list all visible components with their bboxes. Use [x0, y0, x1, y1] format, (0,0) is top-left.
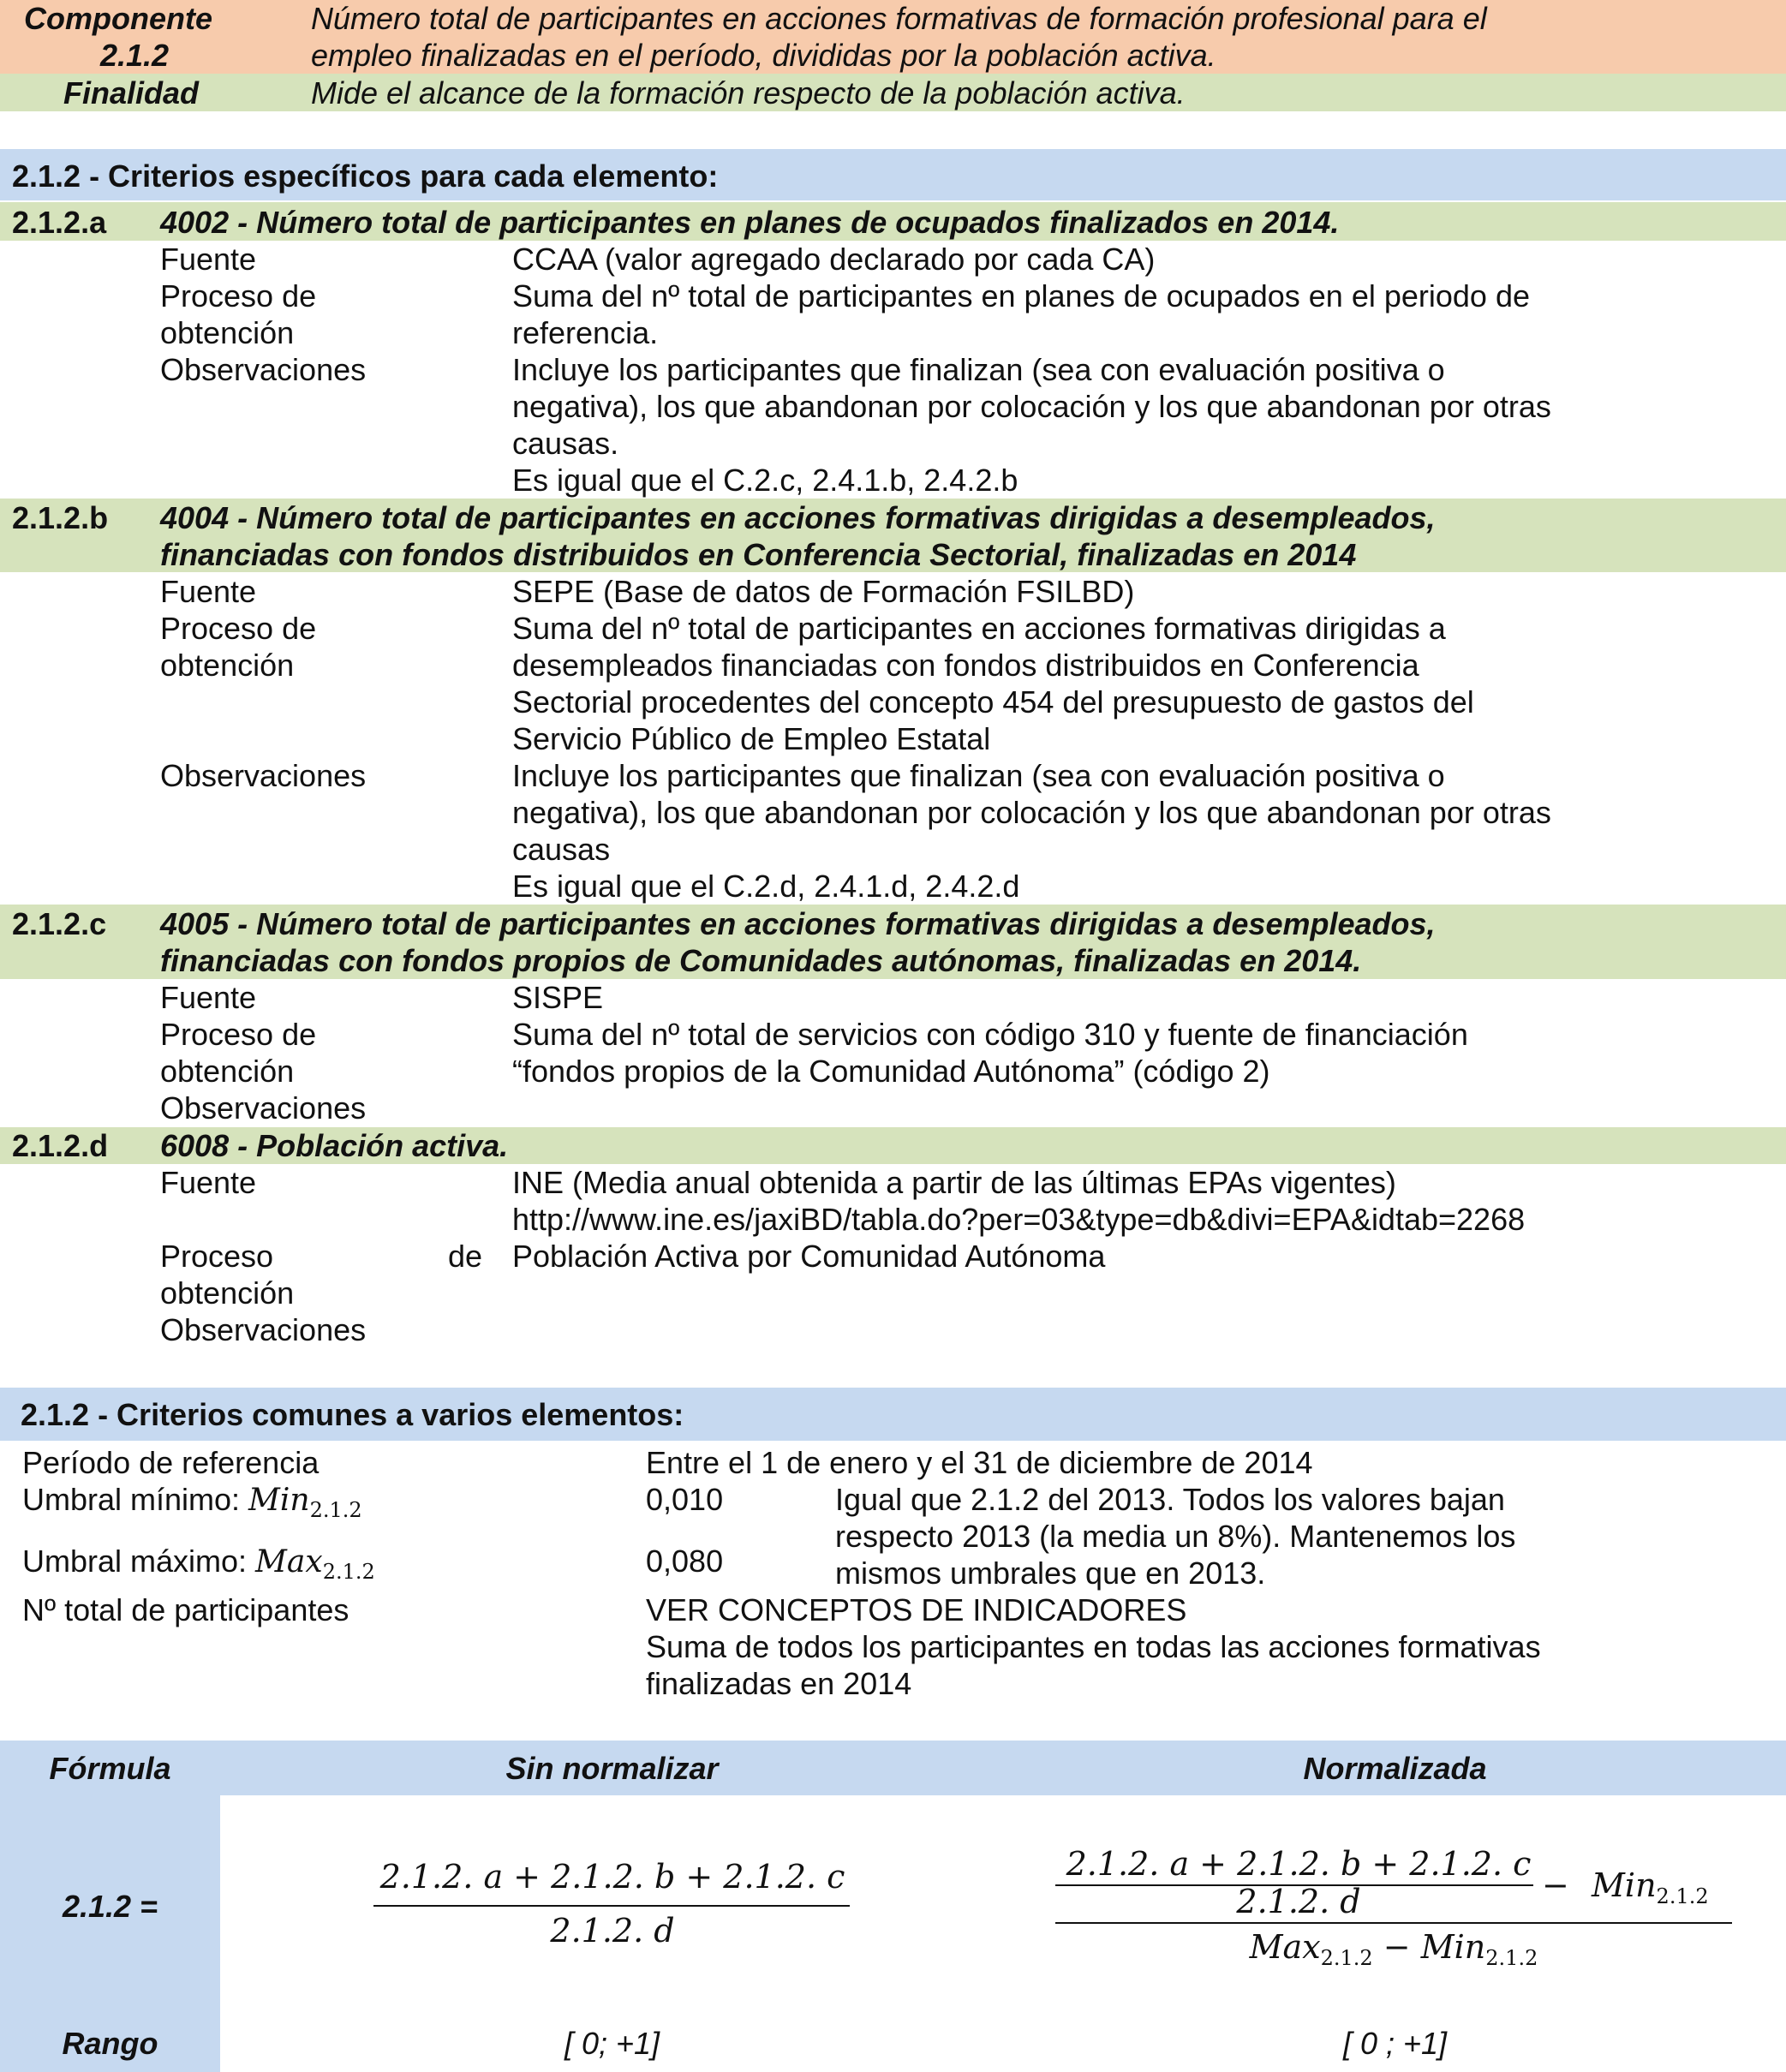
- norm-min-symbol: Min: [1592, 1866, 1657, 1904]
- element-a-code: 2.1.2.a: [12, 205, 107, 240]
- element-a-title: 4002 - Número total de participantes en planes de ocupados finalizados en 2014.: [160, 205, 1340, 240]
- norm-den-min: Min: [1420, 1928, 1486, 1966]
- element-a-proceso-label-1: Proceso de: [160, 278, 317, 313]
- element-b-obs-4: Es igual que el C.2.d, 2.4.1.d, 2.4.2.d: [512, 869, 1020, 904]
- element-b-obs-2: negativa), los que abandonan por colocación y los que abandonan por otras: [512, 795, 1551, 830]
- finalidad-label: Finalidad: [63, 75, 200, 110]
- element-b-obs-3: causas: [512, 832, 611, 867]
- element-b-title-2: financiadas con fondos distribuidos en Conferencia Sectorial, finalizadas en 2014: [160, 537, 1357, 572]
- componente-text-line2: empleo finalizadas en el período, divididas por la población activa.: [311, 38, 1216, 73]
- periodo-label: Período de referencia: [22, 1445, 320, 1480]
- componente-text-line1: Número total de participantes en acciones formativas de formación profesional para el: [311, 1, 1487, 36]
- common-title: 2.1.2 - Criterios comunes a varios elementos:: [21, 1397, 684, 1432]
- umbral-min-subscript: 2.1.2: [309, 1498, 362, 1522]
- componente-number: 2.1.2: [100, 38, 170, 73]
- sin-numerator: 2.1.2. a + 2.1.2. b + 2.1.2. c: [379, 1858, 845, 1896]
- element-c-title-1: 4005 - Número total de participantes en acciones formativas dirigidas a desempleados,: [160, 906, 1436, 941]
- element-b-obs-1: Incluye los participantes que finalizan (sea con evaluación positiva o: [512, 758, 1445, 793]
- element-d-proceso-label-de: de: [448, 1239, 483, 1274]
- col-formula-header: Fórmula: [49, 1751, 171, 1786]
- sin-denominator: 2.1.2. d: [550, 1912, 675, 1950]
- umbral-max-label-text: Umbral máximo:: [22, 1544, 256, 1579]
- formula-row-label: 2.1.2 =: [62, 1889, 158, 1924]
- rango-label: Rango: [62, 2026, 158, 2061]
- element-b-title-1: 4004 - Número total de participantes en acciones formativas dirigidas a desempleados,: [160, 500, 1436, 535]
- norm-inner-denominator: 2.1.2. d: [1236, 1883, 1361, 1920]
- element-b-proceso-3: Sectorial procedentes del concepto 454 del presupuesto de gastos del: [512, 684, 1474, 720]
- element-d-title: 6008 - Población activa.: [160, 1128, 509, 1163]
- element-a-obs-4: Es igual que el C.2.c, 2.4.1.b, 2.4.2.b: [512, 463, 1018, 498]
- element-d-obs-label: Observaciones: [160, 1312, 367, 1347]
- element-b-fuente: SEPE (Base de datos de Formación FSILBD): [512, 574, 1135, 609]
- element-b-proceso-1: Suma del nº total de participantes en acciones formativas dirigidas a: [512, 611, 1446, 646]
- element-b-proceso-4: Servicio Público de Empleo Estatal: [512, 721, 991, 756]
- element-b-proceso-2: desempleados financiadas con fondos distribuidos en Conferencia: [512, 648, 1419, 683]
- norm-inner-numerator: 2.1.2. a + 2.1.2. b + 2.1.2. c: [1066, 1845, 1532, 1883]
- norm-denominator: [1055, 1929, 1732, 1977]
- element-d-proceso-label-2: obtención: [160, 1275, 295, 1311]
- element-c-title-2: financiadas con fondos propios de Comunidades autónomas, finalizadas en 2014.: [160, 943, 1362, 978]
- norm-outer-fraction-bar: [1055, 1922, 1732, 1924]
- element-c-obs-label: Observaciones: [160, 1090, 367, 1126]
- umbral-min-symbol: Min: [248, 1483, 310, 1518]
- element-a-proceso-2: referencia.: [512, 315, 659, 350]
- element-a-fuente-label: Fuente: [160, 242, 257, 277]
- norm-min-term: [1592, 1867, 1709, 1915]
- element-a-obs-1: Incluye los participantes que finalizan (sea con evaluación positiva o: [512, 352, 1445, 387]
- umbral-min-value: 0,010: [646, 1482, 724, 1517]
- element-b-proceso-label-1: Proceso de: [160, 611, 317, 646]
- element-c-proceso-1: Suma del nº total de servicios con código 310 y fuente de financiación: [512, 1017, 1468, 1052]
- sin-fraction-bar: [373, 1905, 850, 1907]
- finalidad-text: Mide el alcance de la formación respecto de la población activa.: [311, 75, 1186, 110]
- umbral-max-value: 0,080: [646, 1544, 724, 1579]
- norm-den-min-subscript: 2.1.2: [1485, 1946, 1538, 1970]
- element-d-code: 2.1.2.d: [12, 1128, 109, 1163]
- element-a-proceso-1: Suma del nº total de participantes en planes de ocupados en el periodo de: [512, 278, 1530, 313]
- col-sin-normalizar-header: Sin normalizar: [505, 1751, 719, 1786]
- periodo-value: Entre el 1 de enero y el 31 de diciembre de 2014: [646, 1445, 1313, 1480]
- element-c-proceso-2: “fondos propios de la Comunidad Autónoma” (código 2): [512, 1054, 1270, 1089]
- norm-den-minus: −: [1383, 1928, 1411, 1966]
- element-b-proceso-label-2: obtención: [160, 648, 295, 683]
- element-c-proceso-label-2: obtención: [160, 1054, 295, 1089]
- element-a-obs-2: negativa), los que abandonan por colocación y los que abandonan por otras: [512, 389, 1551, 424]
- element-c-proceso-label-1: Proceso de: [160, 1017, 317, 1052]
- element-d-fuente-label: Fuente: [160, 1165, 257, 1200]
- umbral-note-2: respecto 2013 (la media un 8%). Mantenemos los: [835, 1519, 1516, 1554]
- element-a-obs-label: Observaciones: [160, 352, 367, 387]
- norm-den-max-subscript: 2.1.2: [1320, 1946, 1373, 1970]
- rango-sin: [ 0; +1]: [564, 2026, 660, 2061]
- umbral-min-label-text: Umbral mínimo:: [22, 1482, 249, 1517]
- umbral-max-subscript: 2.1.2: [322, 1560, 375, 1584]
- participantes-value-1: VER CONCEPTOS DE INDICADORES: [646, 1592, 1187, 1627]
- element-a-proceso-label-2: obtención: [160, 315, 295, 350]
- col-normalizada-header: Normalizada: [1303, 1751, 1487, 1786]
- componente-label: Componente: [24, 1, 212, 36]
- element-a-fuente: CCAA (valor agregado declarado por cada CA): [512, 242, 1156, 277]
- element-c-fuente-label: Fuente: [160, 980, 257, 1015]
- element-b-fuente-label: Fuente: [160, 574, 257, 609]
- element-d-proceso-label-1: Proceso: [160, 1239, 274, 1274]
- specific-title: 2.1.2 - Criterios específicos para cada elemento:: [12, 158, 719, 194]
- element-d-proceso: Población Activa por Comunidad Autónoma: [512, 1239, 1106, 1274]
- element-c-code: 2.1.2.c: [12, 906, 107, 941]
- element-b-obs-label: Observaciones: [160, 758, 367, 793]
- umbral-max-label: [22, 1543, 375, 1591]
- element-a-obs-3: causas.: [512, 426, 619, 461]
- element-d-fuente-url: http://www.ine.es/jaxiBD/tabla.do?per=03&type=db&divi=EPA&idtab=2268: [512, 1202, 1526, 1237]
- element-d-fuente-1: INE (Media anual obtenida a partir de las últimas EPAs vigentes): [512, 1165, 1396, 1200]
- element-b-code: 2.1.2.b: [12, 500, 109, 535]
- rango-norm: [ 0 ; +1]: [1342, 2026, 1448, 2061]
- norm-minus-sign: −: [1542, 1866, 1569, 1904]
- umbral-max-symbol: Max: [255, 1544, 323, 1579]
- participantes-value-3: finalizadas en 2014: [646, 1666, 912, 1701]
- umbral-min-label: [22, 1481, 362, 1529]
- participantes-label: Nº total de participantes: [22, 1592, 349, 1627]
- element-c-fuente: SISPE: [512, 980, 604, 1015]
- umbral-note-1: Igual que 2.1.2 del 2013. Todos los valores bajan: [835, 1482, 1505, 1517]
- participantes-value-2: Suma de todos los participantes en todas las acciones formativas: [646, 1629, 1541, 1664]
- umbral-note-3: mismos umbrales que en 2013.: [835, 1555, 1266, 1591]
- norm-min-subscript: 2.1.2: [1656, 1884, 1709, 1908]
- norm-den-max: Max: [1249, 1928, 1321, 1966]
